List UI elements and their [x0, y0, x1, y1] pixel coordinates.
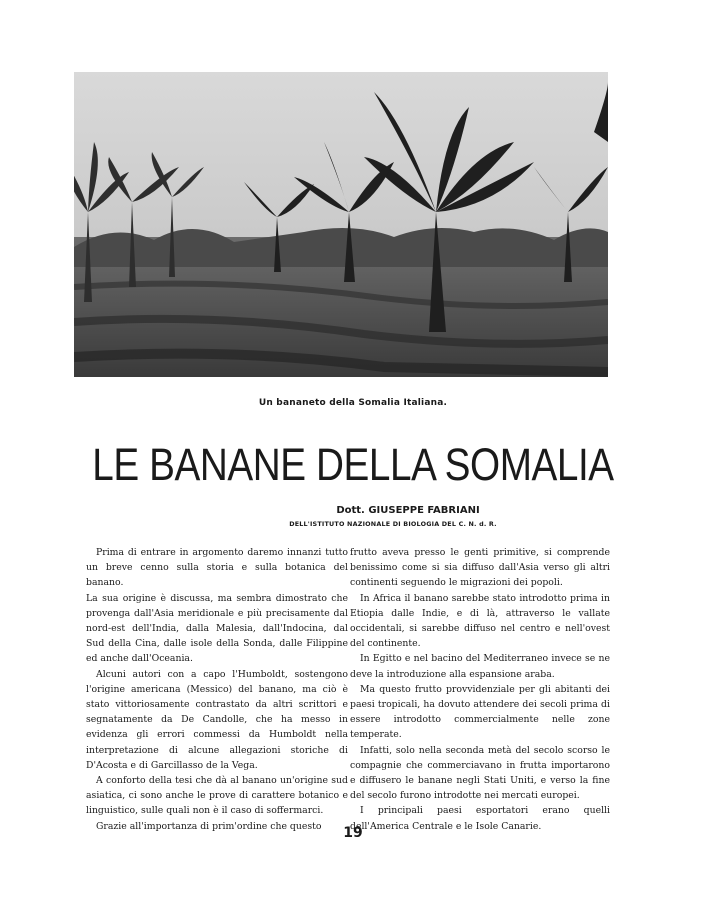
- paragraph: Grazie all'importanza di prim'ordine che questo: [96, 820, 322, 832]
- paragraph: In Egitto e nel bacino del Mediterraneo invece se ne deve la introduzione alla espansione araba.: [350, 653, 610, 680]
- paragraph: A conforto della tesi che dà al banano un'origine sud asiatica, ci sono anche le prove di carattere botanico e linguistico, sulle quali non è il caso di soffermarci.: [86, 775, 348, 817]
- article-title: LE BANANE DELLA SOMALIA: [92, 439, 614, 490]
- author-affiliation: DELL'ISTITUTO NAZIONALE DI BIOLOGIA DEL C. N. d. R.: [289, 520, 497, 528]
- paragraph: frutto aveva presso le genti primitive, si comprende benissimo come si sia diffuso dall'Asia verso gli altri continenti seguendo le migrazioni dei popoli.: [350, 547, 610, 589]
- left-text-column: [86, 545, 348, 834]
- paragraph: I principali paesi esportatori erano quelli dell'America Centrale e le Isole Canarie.: [350, 805, 610, 832]
- right-text-column: [350, 545, 610, 834]
- paragraph: Prima di entrare in argomento daremo innanzi tutto un breve cenno sulla storia e sulla botanica del banano.: [86, 547, 348, 589]
- photo-caption: Un bananeto della Somalia Italiana.: [258, 398, 448, 408]
- paragraph: In Africa il banano sarebbe stato introdotto prima in Etiopia dalle Indie, e di là, attraverso le vallate occidentali, si sarebbe diffuso nel centro e nell'ovest del continente.: [350, 592, 610, 650]
- paragraph: Infatti, solo nella seconda metà del secolo scorso le compagnie che commerciavano in frutta importarono e diffusero le banane negli Stati Uniti, e verso la fine del secolo furono introdotte nei mercati europei.: [350, 744, 610, 802]
- paragraph: Alcuni autori con a capo l'Humboldt, sostengono l'origine americana (Messico) del banano, ma ciò è stato vittoriosamente contrastato da altri scrittori e segnatamente da De Candolle, che ha messo in evidenza gli errori commessi da Humboldt nella interpretazione di alcune allegazioni storiche di D'Acosta e di Garcillasso de la Vega.: [86, 668, 348, 771]
- page-number: 19: [343, 825, 363, 841]
- paragraph: Ma questo frutto provvidenziale per gli abitanti dei paesi tropicali, ha dovuto attendere dei secoli prima di essere introdotto commercialmente nelle zone temperate.: [350, 683, 610, 741]
- paragraph: La sua origine è discussa, ma sembra dimostrato che provenga dall'Asia meridionale e più precisamente dal nord-est dell'India, dalla Malesia, dall'Indocina, dal Sud della Cina, dalle isole della Sonda, dalle Filippine ed anche dall'Oceania.: [86, 592, 348, 665]
- banana-plantation-photo: [74, 72, 608, 377]
- author-name: Dott. GIUSEPPE FABRIANI: [336, 505, 480, 516]
